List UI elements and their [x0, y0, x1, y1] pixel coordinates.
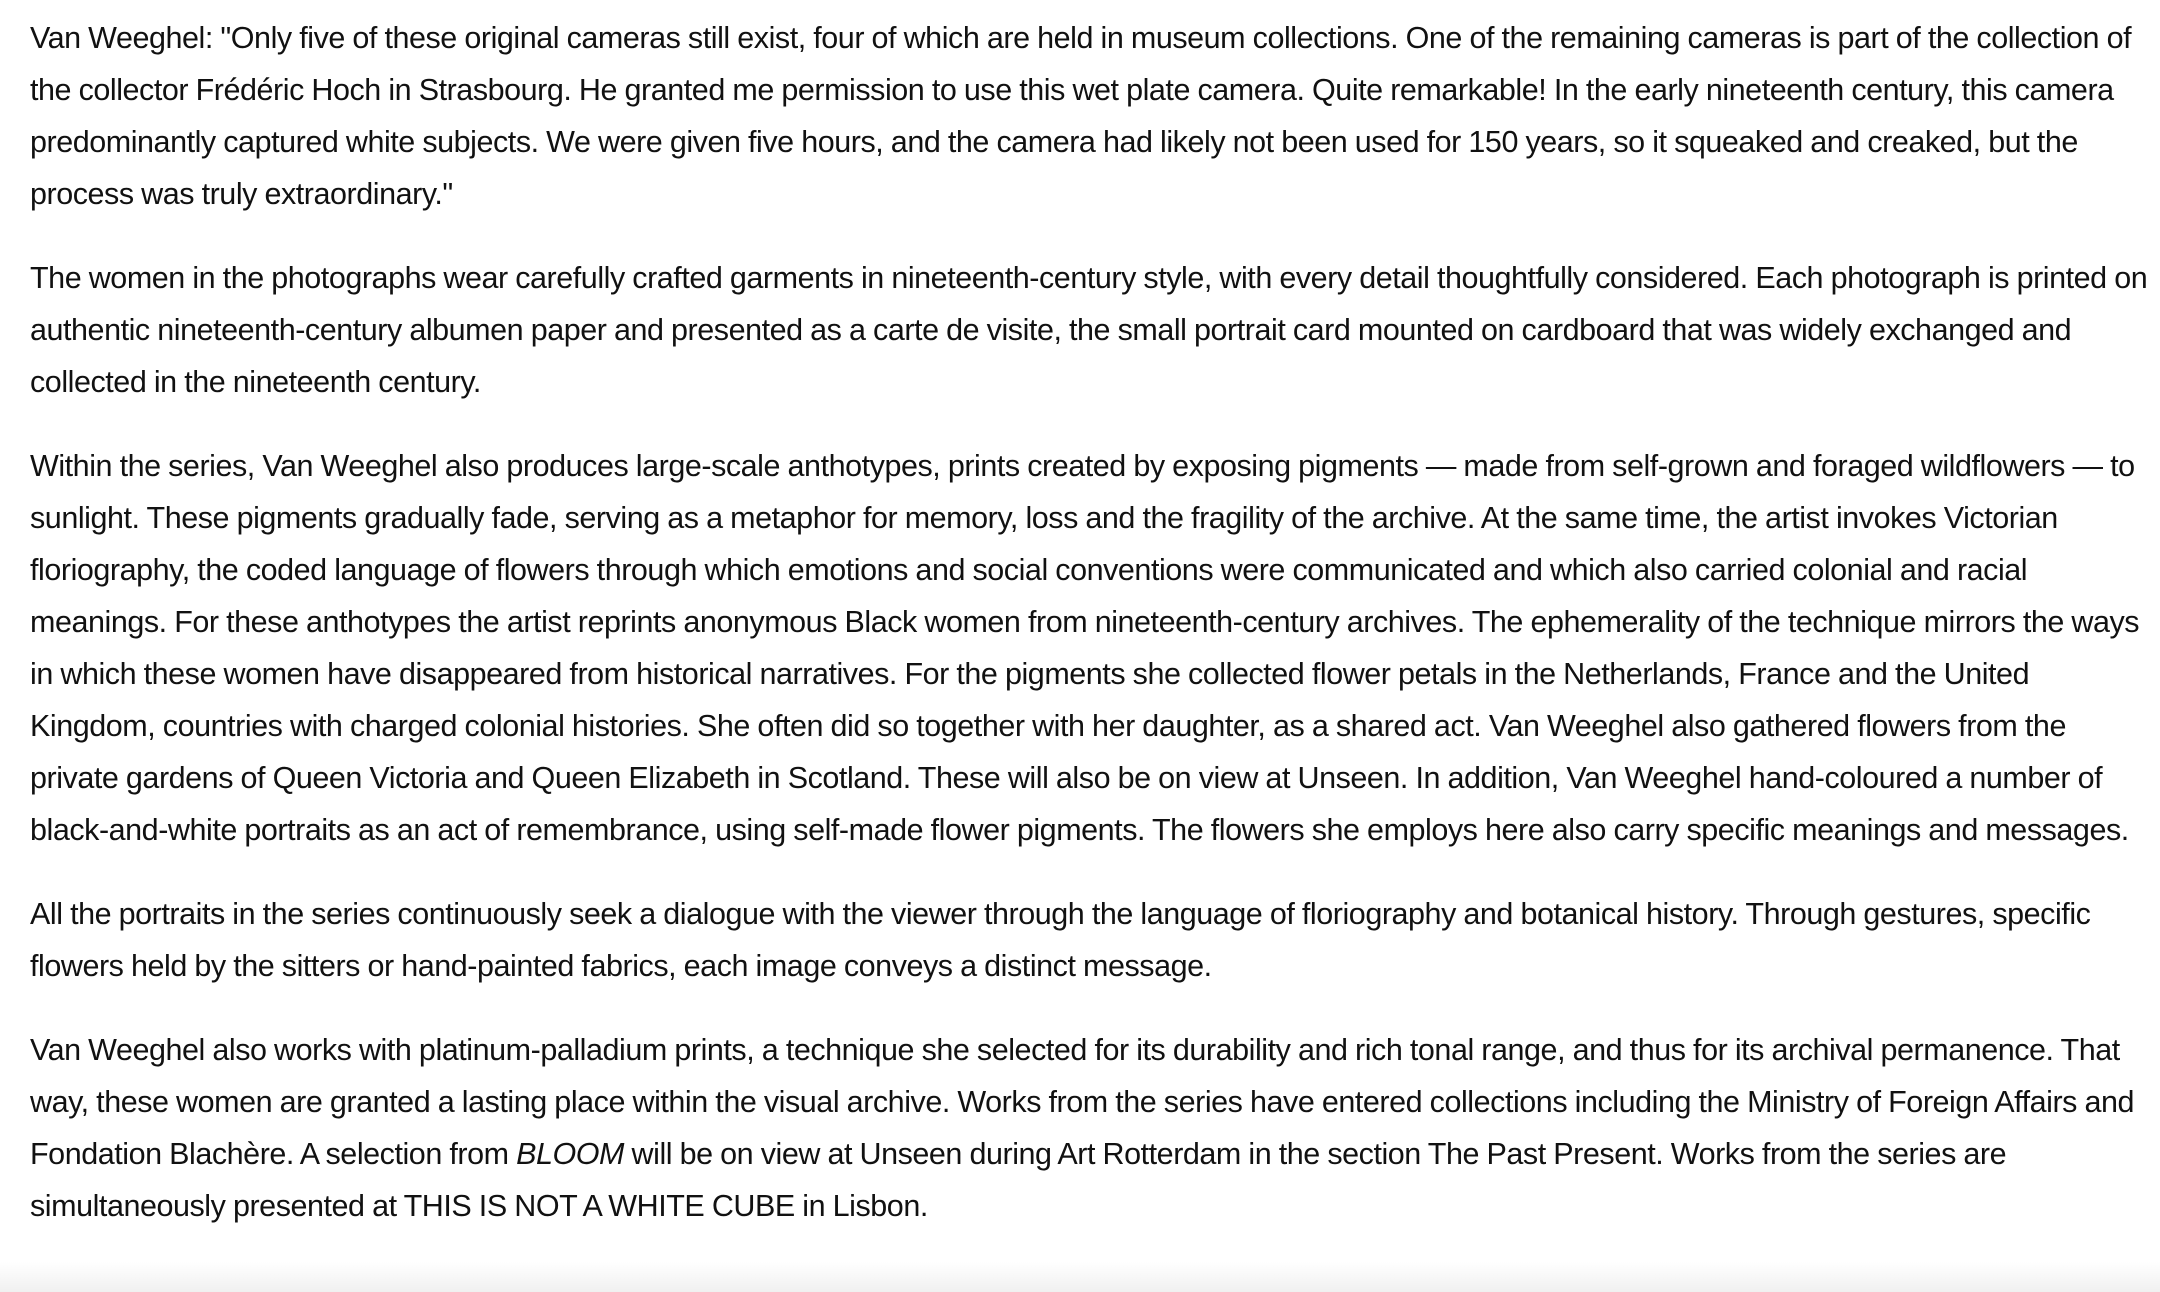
- article-body: [30, 12, 2150, 1264]
- paragraph-garments: The women in the photographs wear carefully crafted garments in nineteenth-century style, with every detail thoughtfully considered. Each photograph is printed on authentic nineteenth-century albumen paper and presented as a carte de visite, the small portrait card mounted on cardboard that was widely exchanged and collected in the nineteenth century.: [30, 261, 2148, 399]
- series-title: BLOOM: [516, 1137, 625, 1171]
- bottom-scroll-fade: [0, 1262, 2160, 1292]
- paragraph-platinum-prints-text-end: will be on view at Unseen during Art Rotterdam in the section The Past Present. Works from the series are simultaneously presented at THIS IS NOT A WHITE CUBE in Lisbon.: [30, 1137, 2007, 1223]
- paragraph-anthotypes: Within the series, Van Weeghel also produces large-scale anthotypes, prints created by exposing pigments — made from self-grown and foraged wildflowers — to sunlight. These pigments gradually fade, serving as a metaphor for memory, loss and the fragility of the archive. At the same time, the artist invokes Victorian floriography, the coded language of flowers through which emotions and social conventions were communicated and which also carried colonial and racial meanings. For these anthotypes the artist reprints anonymous Black women from nineteenth-century archives. The ephemerality of the technique mirrors the ways in which these women have disappeared from historical narratives. For the pigments she collected flower petals in the Netherlands, France and the United Kingdom, countries with charged colonial histories. She often did so together with her daughter, as a shared act. Van Weeghel also gathered flowers from the private gardens of Queen Victoria and Queen Elizabeth in Scotland. These will also be on view at Unseen. In addition, Van Weeghel hand-coloured a number of black-and-white portraits as an act of remembrance, using self-made flower pigments. The flowers she employs here also carry specific meanings and messages.: [30, 449, 2140, 847]
- paragraph-camera-quote: Van Weeghel: "Only five of these original cameras still exist, four of which are held in museum collections. One of the remaining cameras is part of the collection of the collector Frédéric Hoch in Strasbourg. He granted me permission to use this wet plate camera. Quite remarkable! In the early nineteenth century, this camera predominantly captured white subjects. We were given five hours, and the camera had likely not been used for 150 years, so it squeaked and creaked, but the process was truly extraordinary.": [30, 21, 2132, 211]
- paragraph-floriography-dialogue: All the portraits in the series continuously seek a dialogue with the viewer through the language of floriography and botanical history. Through gestures, specific flowers held by the sitters or hand-painted fabrics, each image conveys a distinct message.: [30, 897, 2091, 983]
- paragraph-platinum-prints: [30, 1024, 2150, 1232]
- paragraph-platinum-prints-text-start: Van Weeghel also works with platinum-palladium prints, a technique she selected for its durability and rich tonal range, and thus for its archival permanence. That way, these women are granted a lasting place within the visual archive. Works from the series have entered collections including the Ministry of Foreign Affairs and Fondation Blachère. A selection from: [30, 1033, 2135, 1171]
